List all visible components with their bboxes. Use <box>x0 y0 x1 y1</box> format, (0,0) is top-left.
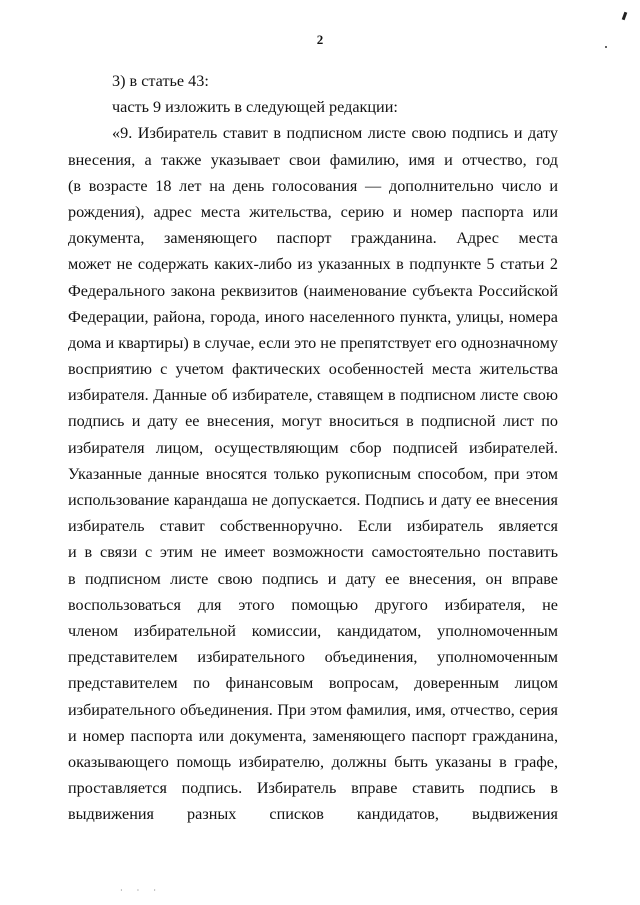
text-line-7: Федерального закона реквизитов (наименование субъекта Российской <box>68 281 558 300</box>
part-intro: часть 9 изложить в следующей редакции: <box>112 98 398 117</box>
text-line-13: избирателя лицом, осуществляющим сбор подписей избирателей. <box>68 438 558 457</box>
text-line-9: дома и квартиры) в случае, если это не препятствует его однозначному <box>68 333 558 352</box>
text-line-20: членом избирательной комиссии, кандидатом, уполномоченным <box>68 621 558 640</box>
text-line-2: внесения, а также указывает свои фамилию, имя и отчество, год <box>68 150 558 169</box>
text-line-16: избиратель ставит собственноручно. Если избиратель является <box>68 517 558 536</box>
text-line-8: Федерации, района, города, иного населенного пункта, улицы, номера <box>68 307 558 326</box>
page-number: 2 <box>316 32 324 47</box>
item-heading: 3) в статье 43: <box>112 72 209 90</box>
text-line-3: (в возрасте 18 лет на день голосования — дополнительно число и <box>68 176 558 195</box>
text-line-22: представителем по финансовым вопросам, доверенным лицом <box>68 674 558 693</box>
text-line-15: использование карандаша не допускается. Подпись и дату ее внесения <box>68 491 558 509</box>
paragraph-lines <box>68 120 558 827</box>
text-line-4: рождения), адрес места жительства, серию и номер паспорта или <box>68 202 558 221</box>
text-line-23: избирательного объединения. При этом фамилия, имя, отчество, серия <box>68 700 558 719</box>
text-line-11: избирателя. Данные об избирателе, ставящем в подписном листе свою <box>68 386 558 405</box>
text-line-21: представителем избирательного объединения, уполномоченным <box>68 648 558 667</box>
text-line-18: в подписном листе свою подпись и дату ее внесения, он вправе <box>68 569 558 588</box>
scan-dots: · · · <box>120 886 162 895</box>
text-line-24: и номер паспорта или документа, заменяющего паспорт гражданина, <box>68 726 558 745</box>
text-line-10: восприятию с учетом фактических особенностей места жительства <box>68 360 558 379</box>
text-line-26: проставляется подпись. Избиратель вправе ставить подпись в <box>68 779 558 798</box>
text-line-19: воспользоваться для этого помощью другого избирателя, не <box>68 595 558 614</box>
scan-speck <box>605 46 607 48</box>
document-body <box>68 68 558 827</box>
text-line-14: Указанные данные вносятся только рукописным способом, при этом <box>68 464 558 483</box>
text-line-27: выдвижения разных списков кандидатов, выдвижения <box>68 805 558 824</box>
text-line-5: документа, заменяющего паспорт гражданина. Адрес места <box>68 229 558 248</box>
text-line-12: подпись и дату ее внесения, могут вноситься в подписной лист по <box>68 412 558 431</box>
scan-mark <box>622 12 628 21</box>
text-line-6: может не содержать каких-либо из указанных в подпункте 5 статьи 2 <box>68 255 558 274</box>
text-line-25: оказывающего помощь избирателю, должны быть указаны в графе, <box>68 752 558 771</box>
text-line-17: и в связи с этим не имеет возможности самостоятельно поставить <box>68 543 558 562</box>
text-line-1: «9. Избиратель ставит в подписном листе свою подпись и дату <box>112 124 558 143</box>
